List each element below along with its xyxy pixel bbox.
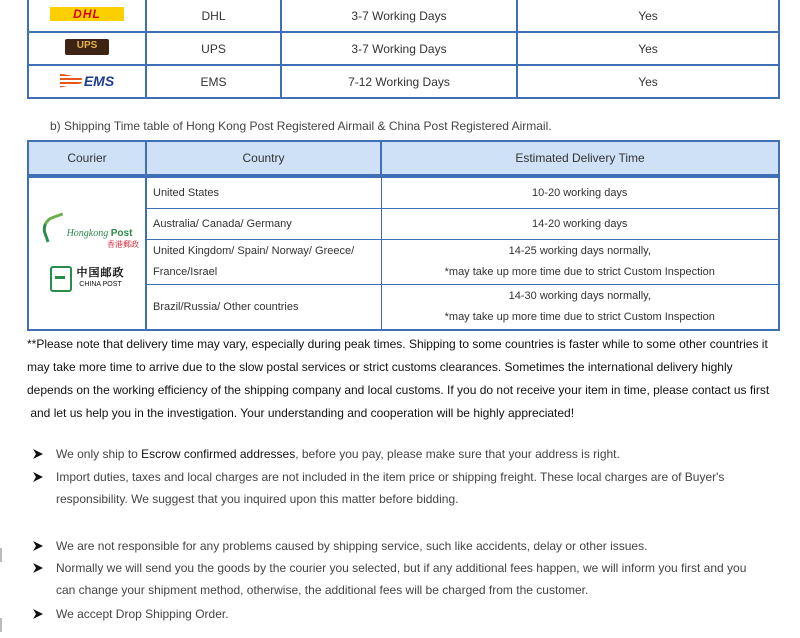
shipping-time-caption: b) Shipping Time table of Hong Kong Post Registered Airmail & China Post Registered Airmail.: [50, 119, 552, 133]
arrow-bullet-icon: [32, 535, 46, 557]
notice-line: may take more time to arrive due to the slow postal services or strict customs clearances. Sometimes the international delivery highly: [27, 360, 733, 374]
ems-wings-icon: [60, 74, 82, 88]
courier-logos: [28, 176, 146, 330]
carrier-name: EMS: [146, 65, 281, 98]
list-item: Import duties, taxes and local charges are not included in the item price or shipping freight. These local charges are of Buyer's responsibility. We suggest that you inquired upon this matter before bidding.: [32, 466, 776, 510]
hongkong-post-logo: Hongkong Post 香港郵政: [29, 216, 145, 250]
table-row: [28, 0, 779, 32]
arrow-bullet-icon: [32, 603, 46, 625]
notice-line: **Please note that delivery time may vary, especially during peak times. Shipping to some countries is faster while to some other countries it: [27, 337, 768, 351]
carrier-tracking: Yes: [517, 32, 779, 65]
notice-line: and let us help you in the investigation. Your understanding and cooperation will be highly appreciated!: [27, 406, 575, 420]
china-post-emblem-icon: [50, 266, 72, 292]
table-header-row: [28, 141, 779, 176]
carrier-tracking: Yes: [517, 0, 779, 32]
delivery-time-cell: 10-20 working days: [381, 176, 779, 209]
carrier-table: [27, 0, 780, 99]
table-row: [28, 65, 779, 98]
carrier-time: 7-12 Working Days: [281, 65, 517, 98]
table-row: [28, 176, 779, 209]
notice-line: depends on the working efficiency of the shipping company and local customs. If you do not receive your item in time, please contact us first: [27, 383, 770, 397]
arrow-bullet-icon: [32, 443, 46, 465]
list-item: We are not responsible for any problems caused by shipping service, such like accidents, delay or other issues.: [32, 535, 776, 557]
delivery-notice: [27, 333, 787, 425]
gutter-mark: [0, 618, 2, 632]
carrier-name: UPS: [146, 32, 281, 65]
dhl-logo-cell: [28, 0, 146, 32]
header-country: Country: [146, 141, 381, 176]
china-post-logo: 中国邮政 CHINA POST: [29, 266, 145, 292]
escrow-emphasis: Escrow confirmed addresses: [141, 447, 296, 461]
arrow-bullet-icon: [32, 466, 46, 488]
delivery-time-cell: 14-20 working days: [381, 209, 779, 240]
list-item: Normally we will send you the goods by the courier you selected, but if any additional fees happen, we will inform you first and you can change your shipment method, otherwise, the additional fees will be charged from the customer.: [32, 557, 776, 601]
carrier-time: 3-7 Working Days: [281, 32, 517, 65]
delivery-time-cell: 14-30 working days normally, *may take up more time due to strict Custom Inspection: [381, 285, 779, 331]
carrier-tracking: Yes: [517, 65, 779, 98]
shipping-time-table: [27, 140, 780, 331]
country-cell: Australia/ Canada/ Germany: [146, 209, 381, 240]
country-cell: Brazil/Russia/ Other countries: [146, 285, 381, 331]
table-row: [28, 32, 779, 65]
ups-logo-cell: [28, 32, 146, 65]
ems-logo: EMS: [60, 73, 114, 89]
header-delivery-time: Estimated Delivery Time: [381, 141, 779, 176]
hongkong-post-swirl-icon: [38, 212, 69, 242]
carrier-time: 3-7 Working Days: [281, 0, 517, 32]
list-item: We accept Drop Shipping Order.: [32, 603, 776, 625]
arrow-bullet-icon: [32, 557, 46, 579]
country-cell: United States: [146, 176, 381, 209]
ems-logo-cell: [28, 65, 146, 98]
carrier-name: DHL: [146, 0, 281, 32]
dhl-logo: DHL: [50, 7, 124, 21]
header-courier: Courier: [28, 141, 146, 176]
country-cell: United Kingdom/ Spain/ Norway/ Greece/ France/Israel: [146, 240, 381, 285]
ups-logo: UPS: [65, 39, 109, 55]
delivery-time-cell: 14-25 working days normally, *may take up more time due to strict Custom Inspection: [381, 240, 779, 285]
list-item: We only ship to Escrow confirmed addresses, before you pay, please make sure that your address is right.: [32, 443, 776, 465]
gutter-mark: [0, 548, 2, 562]
